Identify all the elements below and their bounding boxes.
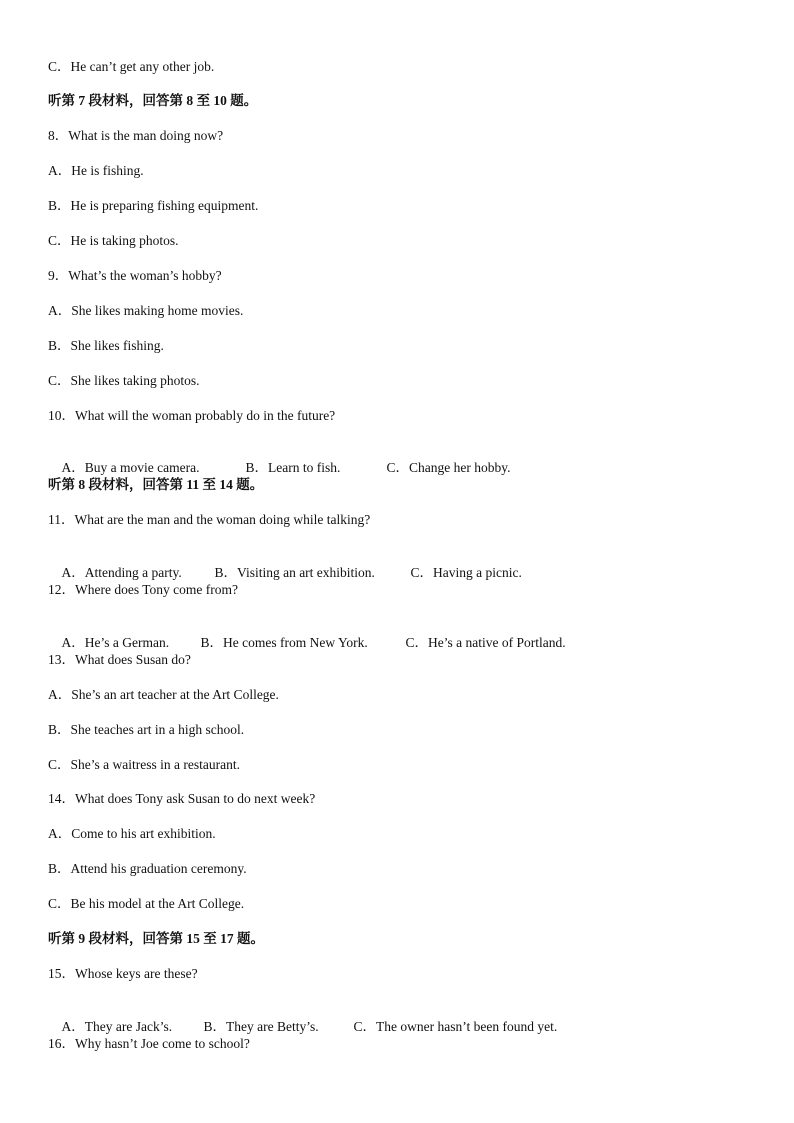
question-8-option-a: A．He is fishing.	[48, 163, 144, 178]
question-11-option-c: C．Having a picnic.	[410, 565, 522, 580]
question-10-option-b: B．Learn to fish.	[245, 460, 341, 475]
question-14-option-c: C．Be his model at the Art College.	[48, 896, 245, 911]
question-15-option-a: A．They are Jack’s.	[61, 1019, 173, 1034]
question-15-option-c: C．The owner hasn’t been found yet.	[353, 1019, 558, 1034]
question-9: 9．What’s the woman’s hobby?	[48, 268, 222, 283]
section-heading-7: 听第 7 段材料，回答第 8 至 10 题。	[48, 93, 258, 108]
question-8: 8．What is the man doing now?	[48, 128, 224, 143]
question-11-option-a: A．Attending a party.	[61, 565, 182, 580]
question-9-option-a: A．She likes making home movies.	[48, 303, 244, 318]
question-13-option-c: C．She’s a waitress in a restaurant.	[48, 757, 240, 772]
question-12-option-b: B．He comes from New York.	[200, 635, 368, 650]
question-10-option-c: C．Change her hobby.	[386, 460, 511, 475]
question-12-option-c: C．He’s a native of Portland.	[405, 635, 566, 650]
question-12-option-a: A．He’s a German.	[61, 635, 170, 650]
question-16: 16．Why hasn’t Joe come to school?	[48, 1036, 250, 1051]
question-13: 13．What does Susan do?	[48, 652, 191, 667]
question-11: 11．What are the man and the woman doing while talking?	[48, 512, 371, 527]
question-15-option-b: B．They are Betty’s.	[203, 1019, 319, 1034]
question-8-option-c: C．He is taking photos.	[48, 233, 179, 248]
question-14-option-b: B．Attend his graduation ceremony.	[48, 861, 247, 876]
question-9-option-c: C．She likes taking photos.	[48, 373, 200, 388]
section-heading-9: 听第 9 段材料，回答第 15 至 17 题。	[48, 931, 264, 946]
question-11-option-b: B．Visiting an art exhibition.	[214, 565, 375, 580]
question-10: 10．What will the woman probably do in the future?	[48, 408, 336, 423]
question-9-option-b: B．She likes fishing.	[48, 338, 164, 353]
question-8-option-b: B．He is preparing fishing equipment.	[48, 198, 259, 213]
question-15: 15．Whose keys are these?	[48, 966, 198, 981]
question-14: 14．What does Tony ask Susan to do next week?	[48, 791, 316, 806]
option-line: C．He can’t get any other job.	[48, 59, 215, 74]
question-13-option-b: B．She teaches art in a high school.	[48, 722, 245, 737]
question-13-option-a: A．She’s an art teacher at the Art College.	[48, 687, 279, 702]
question-10-option-a: A．Buy a movie camera.	[61, 460, 200, 475]
question-12: 12．Where does Tony come from?	[48, 582, 238, 597]
section-heading-8: 听第 8 段材料，回答第 11 至 14 题。	[48, 477, 264, 492]
question-14-option-a: A．Come to his art exhibition.	[48, 826, 216, 841]
